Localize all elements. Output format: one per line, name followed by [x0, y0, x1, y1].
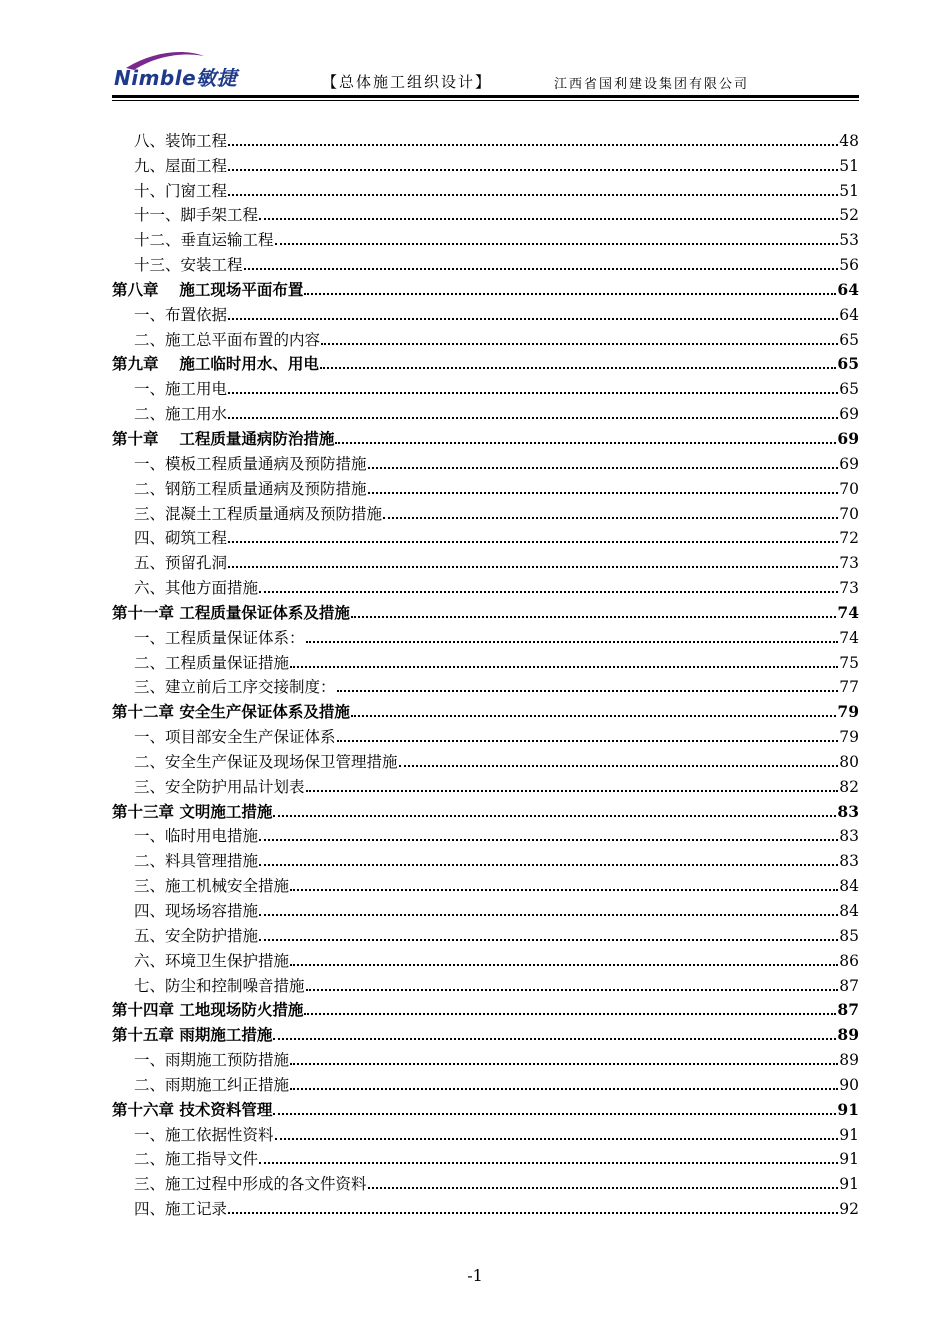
toc-dot-leader — [304, 1013, 836, 1015]
toc-entry-page: 91 — [839, 1150, 859, 1169]
nimble-logo — [112, 46, 262, 94]
toc-section-entry[interactable] — [112, 623, 859, 648]
toc-chapter-entry[interactable] — [112, 1095, 859, 1120]
toc-dot-leader — [228, 144, 838, 146]
toc-section-entry[interactable] — [112, 846, 859, 871]
toc-entry-page: 84 — [839, 902, 859, 920]
toc-entry-page: 91 — [839, 1175, 859, 1194]
toc-entry-page: 69 — [837, 428, 859, 448]
toc-entry-page: 69 — [839, 454, 859, 473]
toc-chapter-entry[interactable] — [112, 697, 859, 722]
toc-entry-title: 一、项目部安全生产保证体系 — [134, 728, 336, 747]
toc-entry-title: 第九章 施工临时用水、用电 — [112, 354, 319, 374]
toc-dot-leader — [228, 541, 838, 543]
toc-dot-leader — [275, 1138, 839, 1140]
toc-entry-page: 65 — [839, 330, 859, 349]
toc-chapter-entry[interactable] — [112, 598, 859, 623]
toc-section-entry[interactable] — [112, 971, 859, 996]
toc-entry-title: 二、施工总平面布置的内容 — [134, 330, 321, 349]
toc-entry-title: 第十章 工程质量通病防治措施 — [112, 428, 335, 448]
toc-entry-page: 69 — [839, 405, 859, 424]
toc-entry-page: 64 — [837, 279, 859, 299]
toc-section-entry[interactable] — [112, 1120, 859, 1145]
toc-entry-page: 87 — [837, 1000, 859, 1020]
toc-entry-title: 四、施工记录 — [134, 1200, 228, 1219]
toc-section-entry[interactable] — [112, 822, 859, 847]
toc-entry-title: 第十六章 技术资料管理 — [112, 1099, 273, 1119]
toc-entry-page: 84 — [839, 877, 859, 896]
toc-dot-leader — [304, 293, 836, 295]
toc-section-entry[interactable] — [112, 946, 859, 971]
toc-dot-leader — [306, 641, 839, 643]
toc-entry-page: 89 — [839, 1051, 859, 1070]
toc-dot-leader — [228, 169, 838, 171]
toc-section-entry[interactable] — [112, 499, 859, 524]
toc-dot-leader — [259, 591, 838, 593]
toc-entry-page: 51 — [839, 156, 859, 175]
toc-section-entry[interactable] — [112, 722, 859, 747]
page-number: -1 — [467, 1266, 483, 1285]
toc-chapter-entry[interactable] — [112, 996, 859, 1021]
toc-entry-page: 92 — [839, 1200, 859, 1219]
toc-dot-leader — [290, 666, 838, 668]
toc-entry-page: 73 — [839, 554, 859, 573]
toc-section-entry[interactable] — [112, 176, 859, 201]
toc-section-entry[interactable] — [112, 921, 859, 946]
toc-entry-title: 第八章 施工现场平面布置 — [112, 279, 304, 299]
toc-entry-title: 三、施工机械安全措施 — [134, 877, 290, 896]
toc-entry-title: 第十三章 文明施工措施 — [112, 801, 273, 821]
toc-dot-leader — [351, 616, 837, 618]
toc-entry-page: 74 — [837, 602, 859, 622]
toc-entry-title: 一、雨期施工预防措施 — [134, 1051, 290, 1070]
toc-entry-page: 64 — [839, 305, 859, 324]
toc-entry-page: 83 — [839, 852, 859, 871]
toc-section-entry[interactable] — [112, 1169, 859, 1194]
toc-entry-title: 二、安全生产保证及现场保卫管理措施 — [134, 752, 398, 771]
toc-entry-title: 四、砌筑工程 — [134, 529, 228, 548]
toc-entry-title: 第十四章 工地现场防火措施 — [112, 1000, 304, 1020]
toc-dot-leader — [321, 343, 838, 345]
toc-dot-leader — [275, 243, 839, 245]
toc-dot-leader — [320, 367, 837, 369]
toc-entry-title: 二、工程质量保证措施 — [134, 653, 290, 672]
toc-section-entry[interactable] — [112, 548, 859, 573]
toc-dot-leader — [337, 740, 839, 742]
toc-entry-title: 十二、垂直运输工程 — [134, 231, 274, 250]
toc-entry-page: 89 — [837, 1025, 859, 1045]
toc-entry-page: 83 — [837, 801, 859, 821]
toc-dot-leader — [228, 194, 838, 196]
toc-entry-page: 65 — [839, 380, 859, 399]
toc-entry-page: 79 — [839, 728, 859, 747]
toc-dot-leader — [228, 392, 838, 394]
toc-section-entry[interactable] — [112, 747, 859, 772]
toc-entry-title: 一、模板工程质量通病及预防措施 — [134, 454, 367, 473]
toc-entry-page: 85 — [839, 926, 859, 945]
toc-entry-title: 第十五章 雨期施工措施 — [112, 1025, 273, 1045]
toc-entry-title: 四、现场场容措施 — [134, 902, 259, 920]
toc-section-entry[interactable] — [112, 449, 859, 474]
toc-section-entry[interactable] — [112, 573, 859, 598]
toc-dot-leader — [259, 914, 838, 916]
toc-dot-leader — [273, 1038, 836, 1040]
document-title: 【总体施工组织设计】 — [322, 73, 493, 91]
toc-entry-title: 五、预留孔洞 — [134, 554, 228, 573]
toc-entry-title: 一、施工依据性资料 — [134, 1125, 274, 1144]
logo-text: Nimble敏捷 — [114, 66, 238, 90]
toc-dot-leader — [228, 566, 838, 568]
toc-entry-page: 74 — [839, 628, 859, 647]
toc-entry-title: 一、施工用电 — [134, 380, 228, 399]
toc-section-entry[interactable] — [112, 772, 859, 797]
toc-section-entry[interactable] — [112, 1145, 859, 1170]
toc-entry-title: 十三、安装工程 — [134, 256, 243, 275]
toc-entry-title: 三、安全防护用品计划表 — [134, 777, 305, 796]
toc-entry-title: 第十二章 安全生产保证体系及措施 — [112, 702, 350, 722]
toc-dot-leader — [273, 1113, 836, 1115]
toc-section-entry[interactable] — [112, 896, 859, 921]
toc-entry-page: 48 — [839, 131, 859, 150]
toc-dot-leader — [335, 442, 836, 444]
toc-section-entry[interactable] — [112, 871, 859, 896]
toc-section-entry[interactable] — [112, 250, 859, 275]
toc-dot-leader — [306, 790, 839, 792]
toc-section-entry[interactable] — [112, 201, 859, 226]
toc-section-entry[interactable] — [112, 673, 859, 698]
header-rule-thick — [112, 95, 859, 98]
toc-dot-leader — [399, 765, 839, 767]
toc-section-entry[interactable] — [112, 300, 859, 325]
toc-dot-leader — [259, 864, 838, 866]
toc-entry-title: 三、建立前后工序交接制度： — [134, 678, 336, 697]
toc-dot-leader — [306, 989, 839, 991]
toc-dot-leader — [259, 1162, 838, 1164]
toc-entry-page: 87 — [839, 976, 859, 995]
toc-section-entry[interactable] — [112, 151, 859, 176]
toc-entry-title: 二、雨期施工纠正措施 — [134, 1075, 290, 1094]
toc-dot-leader — [244, 268, 839, 270]
toc-section-entry[interactable] — [112, 648, 859, 673]
toc-entry-page: 77 — [839, 678, 859, 697]
toc-dot-leader — [290, 1088, 838, 1090]
toc-dot-leader — [290, 1063, 838, 1065]
page-header — [112, 46, 859, 102]
toc-entry-title: 一、临时用电措施 — [134, 827, 259, 846]
toc-dot-leader — [228, 318, 838, 320]
toc-section-entry[interactable] — [112, 1194, 859, 1219]
toc-entry-title: 五、安全防护措施 — [134, 926, 259, 945]
toc-entry-title: 七、防尘和控制噪音措施 — [134, 976, 305, 995]
toc-dot-leader — [259, 218, 838, 220]
toc-entry-title: 一、工程质量保证体系： — [134, 628, 305, 647]
toc-entry-title: 第十一章 工程质量保证体系及措施 — [112, 602, 350, 622]
toc-entry-title: 二、施工指导文件 — [134, 1150, 259, 1169]
toc-entry-title: 三、混凝土工程质量通病及预防措施 — [134, 504, 383, 523]
toc-section-entry[interactable] — [112, 524, 859, 549]
header-rule-thin — [112, 100, 859, 101]
toc-dot-leader — [368, 467, 839, 469]
toc-entry-page: 86 — [839, 951, 859, 970]
toc-chapter-entry[interactable] — [112, 275, 859, 300]
toc-section-entry[interactable] — [112, 474, 859, 499]
toc-section-entry[interactable] — [112, 374, 859, 399]
toc-dot-leader — [273, 815, 836, 817]
toc-entry-page: 70 — [839, 479, 859, 498]
toc-dot-leader — [351, 715, 837, 717]
toc-section-entry[interactable] — [112, 399, 859, 424]
toc-entry-title: 二、施工用水 — [134, 405, 228, 424]
toc-chapter-entry[interactable] — [112, 797, 859, 822]
toc-section-entry[interactable] — [112, 126, 859, 151]
toc-entry-title: 十一、脚手架工程 — [134, 206, 259, 225]
toc-entry-page: 72 — [839, 529, 859, 548]
toc-entry-title: 九、屋面工程 — [134, 156, 228, 175]
toc-entry-page: 91 — [837, 1099, 859, 1119]
toc-dot-leader — [259, 939, 838, 941]
company-name: 江西省国利建设集团有限公司 — [554, 77, 750, 92]
toc-entry-page: 52 — [839, 206, 859, 225]
toc-dot-leader — [290, 964, 838, 966]
toc-entry-title: 八、装饰工程 — [134, 131, 228, 150]
toc-entry-title: 六、环境卫生保护措施 — [134, 951, 290, 970]
toc-dot-leader — [259, 839, 838, 841]
toc-dot-leader — [383, 517, 838, 519]
toc-dot-leader — [290, 889, 838, 891]
toc-entry-page: 56 — [839, 256, 859, 275]
toc-entry-title: 六、其他方面措施 — [134, 579, 259, 598]
toc-entry-page: 65 — [837, 354, 859, 374]
toc-entry-page: 79 — [837, 702, 859, 722]
toc-entry-title: 二、料具管理措施 — [134, 852, 259, 871]
toc-dot-leader — [228, 1212, 838, 1214]
toc-chapter-entry[interactable] — [112, 350, 859, 375]
toc-entry-title: 十、门窗工程 — [134, 181, 228, 200]
toc-chapter-entry[interactable] — [112, 1020, 859, 1045]
toc-entry-page: 70 — [839, 504, 859, 523]
toc-entry-page: 83 — [839, 827, 859, 846]
toc-entry-page: 73 — [839, 579, 859, 598]
toc-dot-leader — [228, 417, 838, 419]
toc-entry-title: 一、布置依据 — [134, 305, 228, 324]
toc-chapter-entry[interactable] — [112, 424, 859, 449]
toc-entry-page: 90 — [839, 1075, 859, 1094]
toc-entry-page: 75 — [839, 653, 859, 672]
toc-section-entry[interactable] — [112, 1045, 859, 1070]
toc-entry-page: 80 — [839, 752, 859, 771]
toc-section-entry[interactable] — [112, 1070, 859, 1095]
toc-dot-leader — [337, 690, 839, 692]
toc-dot-leader — [368, 492, 839, 494]
toc-entry-page: 91 — [839, 1125, 859, 1144]
toc-entry-title: 三、施工过程中形成的各文件资料 — [134, 1175, 367, 1194]
table-of-contents — [112, 126, 859, 1219]
toc-section-entry[interactable] — [112, 225, 859, 250]
toc-entry-page: 53 — [839, 231, 859, 250]
toc-section-entry[interactable] — [112, 325, 859, 350]
toc-entry-title: 二、钢筋工程质量通病及预防措施 — [134, 479, 367, 498]
toc-entry-page: 82 — [839, 777, 859, 796]
toc-dot-leader — [368, 1187, 839, 1189]
toc-entry-page: 51 — [839, 181, 859, 200]
